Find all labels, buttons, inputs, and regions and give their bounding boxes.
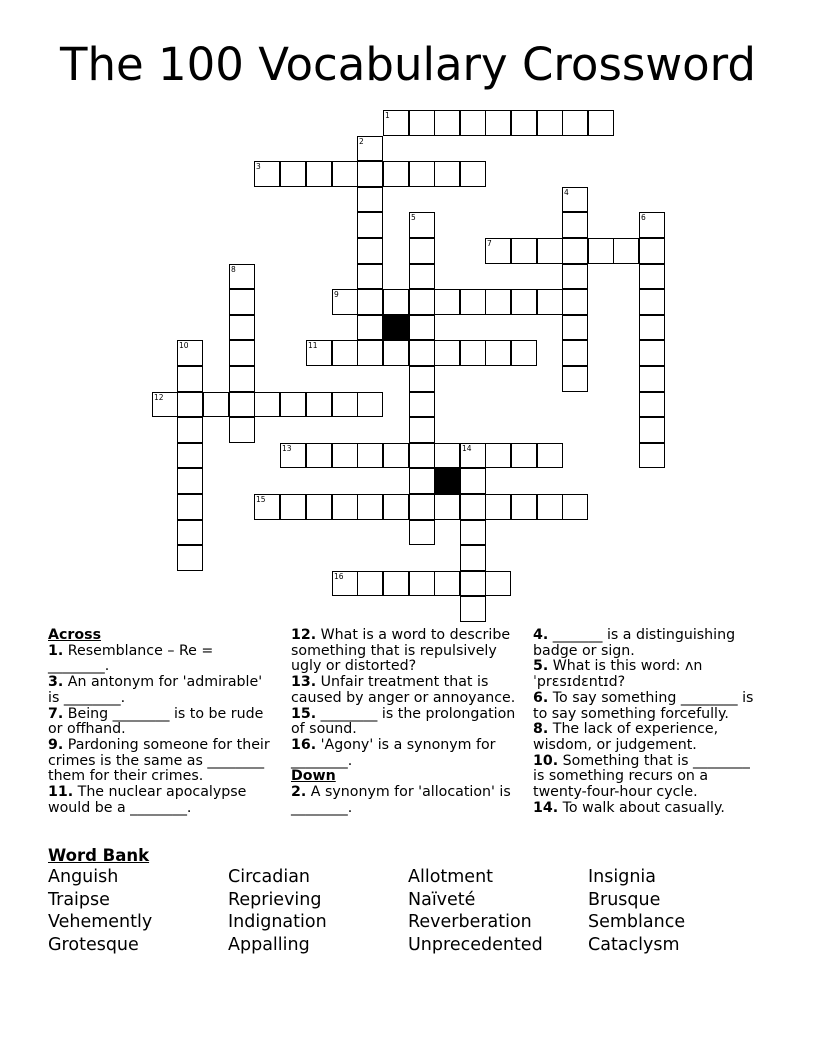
clue — [533, 722, 761, 753]
grid-cell[interactable] — [357, 161, 383, 187]
clue-number: 2 — [359, 136, 364, 146]
grid-cell[interactable] — [409, 315, 435, 341]
clue-number: 15. — [291, 705, 317, 722]
grid-cell[interactable] — [562, 110, 588, 136]
clue-number: 4 — [564, 187, 569, 197]
grid-cell[interactable] — [409, 571, 435, 597]
grid-cell[interactable] — [229, 264, 255, 290]
grid-cell[interactable] — [306, 392, 332, 418]
grid-cell[interactable] — [639, 340, 665, 366]
grid-cell[interactable] — [537, 494, 563, 520]
grid-cell[interactable] — [639, 315, 665, 341]
grid-cell[interactable] — [177, 340, 203, 366]
clue-number: 7. — [48, 705, 64, 722]
grid-cell[interactable] — [229, 289, 255, 315]
grid-cell[interactable] — [280, 392, 306, 418]
grid-cell[interactable] — [562, 289, 588, 315]
grid-cell[interactable] — [203, 392, 229, 418]
clue-number: 1. — [48, 642, 64, 659]
grid-cell[interactable] — [639, 392, 665, 418]
grid-cell[interactable] — [357, 212, 383, 238]
grid-cell[interactable] — [254, 494, 280, 520]
grid-cell[interactable] — [511, 340, 537, 366]
word-bank-item: Vehemently — [48, 912, 153, 933]
grid-cell[interactable] — [460, 340, 486, 366]
grid-cell[interactable] — [511, 443, 537, 469]
grid-cell[interactable] — [357, 187, 383, 213]
grid-cell[interactable] — [409, 417, 435, 443]
grid-cell[interactable] — [409, 238, 435, 264]
grid-cell[interactable] — [485, 289, 511, 315]
grid-cell[interactable] — [639, 238, 665, 264]
grid-cell[interactable] — [383, 340, 409, 366]
grid-cell[interactable] — [537, 238, 563, 264]
grid-cell[interactable] — [383, 494, 409, 520]
grid-cell[interactable] — [562, 340, 588, 366]
grid-cell[interactable] — [434, 571, 460, 597]
clue-number: 9 — [334, 290, 339, 300]
clue-text: Something that is ________ is something recurs on a twenty-four-hour cycle. — [533, 752, 750, 801]
grid-cell[interactable] — [511, 289, 537, 315]
grid-cell[interactable] — [357, 264, 383, 290]
grid-cell[interactable] — [562, 187, 588, 213]
grid-cell[interactable] — [409, 161, 435, 187]
grid-cell[interactable] — [280, 494, 306, 520]
grid-cell[interactable] — [357, 443, 383, 469]
grid-cell[interactable] — [357, 315, 383, 341]
grid-cell[interactable] — [357, 289, 383, 315]
grid-cell[interactable] — [562, 366, 588, 392]
grid-cell[interactable] — [409, 340, 435, 366]
clue-number: 10 — [179, 341, 189, 351]
grid-cell[interactable] — [177, 545, 203, 571]
grid-cell[interactable] — [177, 468, 203, 494]
grid-cell[interactable] — [434, 161, 460, 187]
grid-cell[interactable] — [460, 289, 486, 315]
grid-cell[interactable] — [357, 392, 383, 418]
grid-cell[interactable] — [562, 494, 588, 520]
word-bank-item: Reverberation — [408, 912, 532, 933]
word-bank-item: Insignia — [588, 867, 657, 887]
clue — [291, 785, 519, 816]
grid-cell[interactable] — [434, 289, 460, 315]
clue-number: 13 — [282, 443, 292, 453]
clue-text: Pardoning someone for their crimes is the same as ________ them for their crimes. — [48, 736, 270, 785]
grid-cell[interactable] — [460, 571, 486, 597]
grid-cell[interactable] — [332, 289, 358, 315]
grid-cell[interactable] — [306, 161, 332, 187]
grid-cell[interactable] — [485, 110, 511, 136]
grid-cell[interactable] — [280, 161, 306, 187]
clue-number: 8 — [231, 264, 236, 274]
grid-cell[interactable] — [409, 366, 435, 392]
grid-cell[interactable] — [485, 443, 511, 469]
clue-number: 7 — [487, 239, 492, 248]
grid-cell[interactable] — [485, 340, 511, 366]
grid-cell[interactable] — [357, 494, 383, 520]
word-bank-heading: Word Bank — [48, 846, 150, 865]
grid-cell[interactable] — [537, 110, 563, 136]
clue — [48, 707, 273, 738]
clue-text: A synonym for 'allocation' is ________. — [291, 784, 511, 816]
grid-cell[interactable] — [383, 289, 409, 315]
grid-cell[interactable] — [357, 571, 383, 597]
grid-cell[interactable] — [332, 571, 358, 597]
down-heading: Down — [291, 768, 336, 785]
clue-text: The lack of experience, wisdom, or judgement. — [533, 721, 719, 753]
grid-cell[interactable] — [460, 596, 486, 622]
clue-text: The nuclear apocalypse would be a ________. — [48, 784, 247, 816]
clue-number: 10. — [533, 752, 559, 769]
grid-cell[interactable] — [511, 238, 537, 264]
clues-column-1 — [48, 628, 273, 816]
clue-text: Unfair treatment that is caused by anger or annoyance. — [291, 674, 516, 706]
clue — [291, 628, 519, 675]
grid-cell[interactable] — [460, 110, 486, 136]
grid-cell[interactable] — [639, 443, 665, 469]
word-bank — [48, 866, 788, 956]
clue — [48, 738, 273, 785]
grid-cell[interactable] — [229, 340, 255, 366]
clue-text: Resemblance – Re = ________. — [48, 642, 214, 675]
clues-column-2 — [291, 628, 519, 816]
grid-cell[interactable] — [357, 136, 383, 162]
grid-cell[interactable] — [357, 238, 383, 264]
clue-text: To walk about casually. — [558, 799, 725, 816]
grid-cell[interactable] — [639, 289, 665, 315]
grid-cell[interactable] — [562, 315, 588, 341]
word-bank-item: Cataclysm — [588, 934, 680, 955]
grid-cell[interactable] — [562, 212, 588, 238]
grid-cell[interactable] — [177, 392, 203, 418]
grid-cell[interactable] — [639, 366, 665, 392]
clue-number: 16 — [334, 571, 344, 581]
grid-cell[interactable] — [639, 212, 665, 238]
grid-cell[interactable] — [152, 392, 178, 418]
grid-cell[interactable] — [485, 238, 511, 264]
clue-number: 2. — [291, 784, 307, 801]
grid-cell[interactable] — [229, 392, 255, 418]
grid-cell[interactable] — [409, 110, 435, 136]
grid-cell[interactable] — [511, 110, 537, 136]
word-bank-item: Traipse — [48, 889, 110, 910]
grid-cell[interactable] — [409, 289, 435, 315]
word-bank-item: Allotment — [408, 867, 494, 887]
grid-cell[interactable] — [332, 494, 358, 520]
clue-number: 5 — [411, 213, 416, 223]
grid-cell[interactable] — [177, 520, 203, 546]
clue-number: 11. — [48, 784, 74, 801]
grid-cell[interactable] — [383, 443, 409, 469]
grid-cell[interactable] — [229, 366, 255, 392]
grid-cell[interactable] — [254, 392, 280, 418]
grid-cell[interactable] — [537, 443, 563, 469]
grid-cell[interactable] — [383, 110, 409, 136]
clue-number: 1 — [385, 111, 390, 120]
clue-number: 4. — [533, 627, 549, 643]
grid-cell[interactable] — [409, 212, 435, 238]
grid-cell[interactable] — [177, 366, 203, 392]
page-title: The 100 Vocabulary Crossword — [60, 38, 756, 91]
word-bank-item: Brusque — [588, 889, 661, 910]
word-bank-item: Naïveté — [408, 889, 476, 910]
grid-cell[interactable] — [434, 340, 460, 366]
grid-cell[interactable] — [511, 494, 537, 520]
clue-text: Being ________ is to be rude or offhand. — [48, 705, 264, 738]
clue — [48, 675, 273, 706]
clue-text: _______ is a distinguishing badge or sign. — [533, 627, 736, 659]
grid-cell[interactable] — [409, 494, 435, 520]
clue-number: 11 — [308, 341, 318, 351]
grid-cell[interactable] — [229, 417, 255, 443]
clue-number: 13. — [291, 674, 317, 691]
grid-cell[interactable] — [332, 340, 358, 366]
grid-cell[interactable] — [409, 264, 435, 290]
clue-number: 6. — [533, 689, 549, 706]
word-bank-item: Semblance — [588, 912, 686, 933]
grid-cell[interactable] — [588, 238, 614, 264]
clue-number: 12 — [154, 392, 164, 402]
grid-cell[interactable] — [383, 161, 409, 187]
clue — [291, 707, 519, 738]
clue-number: 16. — [291, 736, 317, 753]
grid-cell[interactable] — [383, 571, 409, 597]
black-cell — [434, 468, 460, 494]
word-bank-item: Appalling — [228, 934, 310, 955]
grid-cell[interactable] — [460, 443, 486, 469]
grid-cell[interactable] — [562, 264, 588, 290]
clue-text: What is this word: ʌnˈprɛsɪdɛntɪd? — [533, 658, 703, 691]
clue-number: 14 — [462, 443, 472, 453]
grid-cell[interactable] — [613, 238, 639, 264]
grid-cell[interactable] — [306, 443, 332, 469]
grid-cell[interactable] — [357, 340, 383, 366]
grid-cell[interactable] — [409, 520, 435, 546]
clue-text: To say something ________ is to say something forcefully. — [533, 689, 754, 722]
grid-cell[interactable] — [332, 443, 358, 469]
clue — [533, 754, 761, 801]
word-bank-item: Unprecedented — [408, 934, 543, 955]
grid-cell[interactable] — [254, 161, 280, 187]
grid-cell[interactable] — [639, 264, 665, 290]
clue — [533, 659, 761, 690]
clue-number: 14. — [533, 799, 559, 816]
clue-number: 5. — [533, 658, 549, 675]
grid-cell[interactable] — [460, 545, 486, 571]
word-bank-item: Indignation — [228, 912, 327, 933]
word-bank-item: Grotesque — [48, 934, 139, 955]
clue — [533, 691, 761, 722]
clue — [48, 644, 273, 675]
grid-cell[interactable] — [280, 443, 306, 469]
grid-cell[interactable] — [229, 315, 255, 341]
word-bank-item: Circadian — [228, 867, 311, 887]
clue-text: An antonym for 'admirable' is ________. — [48, 674, 263, 706]
grid-cell[interactable] — [588, 110, 614, 136]
grid-cell[interactable] — [332, 161, 358, 187]
clue — [533, 801, 761, 817]
grid-cell[interactable] — [434, 494, 460, 520]
clue-number: 15 — [256, 495, 266, 504]
grid-cell[interactable] — [409, 468, 435, 494]
clues-column-3 — [533, 628, 761, 816]
grid-cell[interactable] — [434, 110, 460, 136]
clue-number: 9. — [48, 736, 64, 753]
grid-cell[interactable] — [306, 340, 332, 366]
grid-cell[interactable] — [460, 468, 486, 494]
clue-number: 6 — [641, 213, 646, 223]
clue-text: ________ is the prolongation of sound. — [291, 705, 516, 738]
clue-number: 8. — [533, 721, 549, 738]
word-bank-item: Anguish — [48, 867, 119, 887]
grid-cell[interactable] — [177, 417, 203, 443]
clue-number: 3 — [256, 162, 261, 172]
clue — [533, 628, 761, 659]
grid-cell[interactable] — [485, 571, 511, 597]
grid-cell[interactable] — [460, 494, 486, 520]
clue-text: What is a word to describe something that is repulsively ugly or distorted? — [291, 627, 511, 675]
word-bank-item: Reprieving — [228, 889, 322, 910]
grid-cell[interactable] — [485, 494, 511, 520]
grid-cell[interactable] — [409, 443, 435, 469]
clue — [291, 675, 519, 706]
grid-cell[interactable] — [460, 161, 486, 187]
grid-cell[interactable] — [460, 520, 486, 546]
clue-text: 'Agony' is a synonym for ________. — [291, 736, 496, 769]
clue — [291, 738, 519, 769]
grid-cell[interactable] — [177, 494, 203, 520]
clue-number: 12. — [291, 627, 317, 643]
across-heading: Across — [48, 627, 102, 643]
grid-cell[interactable] — [409, 392, 435, 418]
grid-cell[interactable] — [562, 238, 588, 264]
grid-cell[interactable] — [177, 443, 203, 469]
black-cell — [383, 315, 409, 341]
grid-cell[interactable] — [639, 417, 665, 443]
clue-number: 3. — [48, 674, 64, 691]
grid-cell[interactable] — [306, 494, 332, 520]
grid-cell[interactable] — [332, 392, 358, 418]
grid-cell[interactable] — [434, 443, 460, 469]
clue — [48, 785, 273, 816]
grid-cell[interactable] — [537, 289, 563, 315]
